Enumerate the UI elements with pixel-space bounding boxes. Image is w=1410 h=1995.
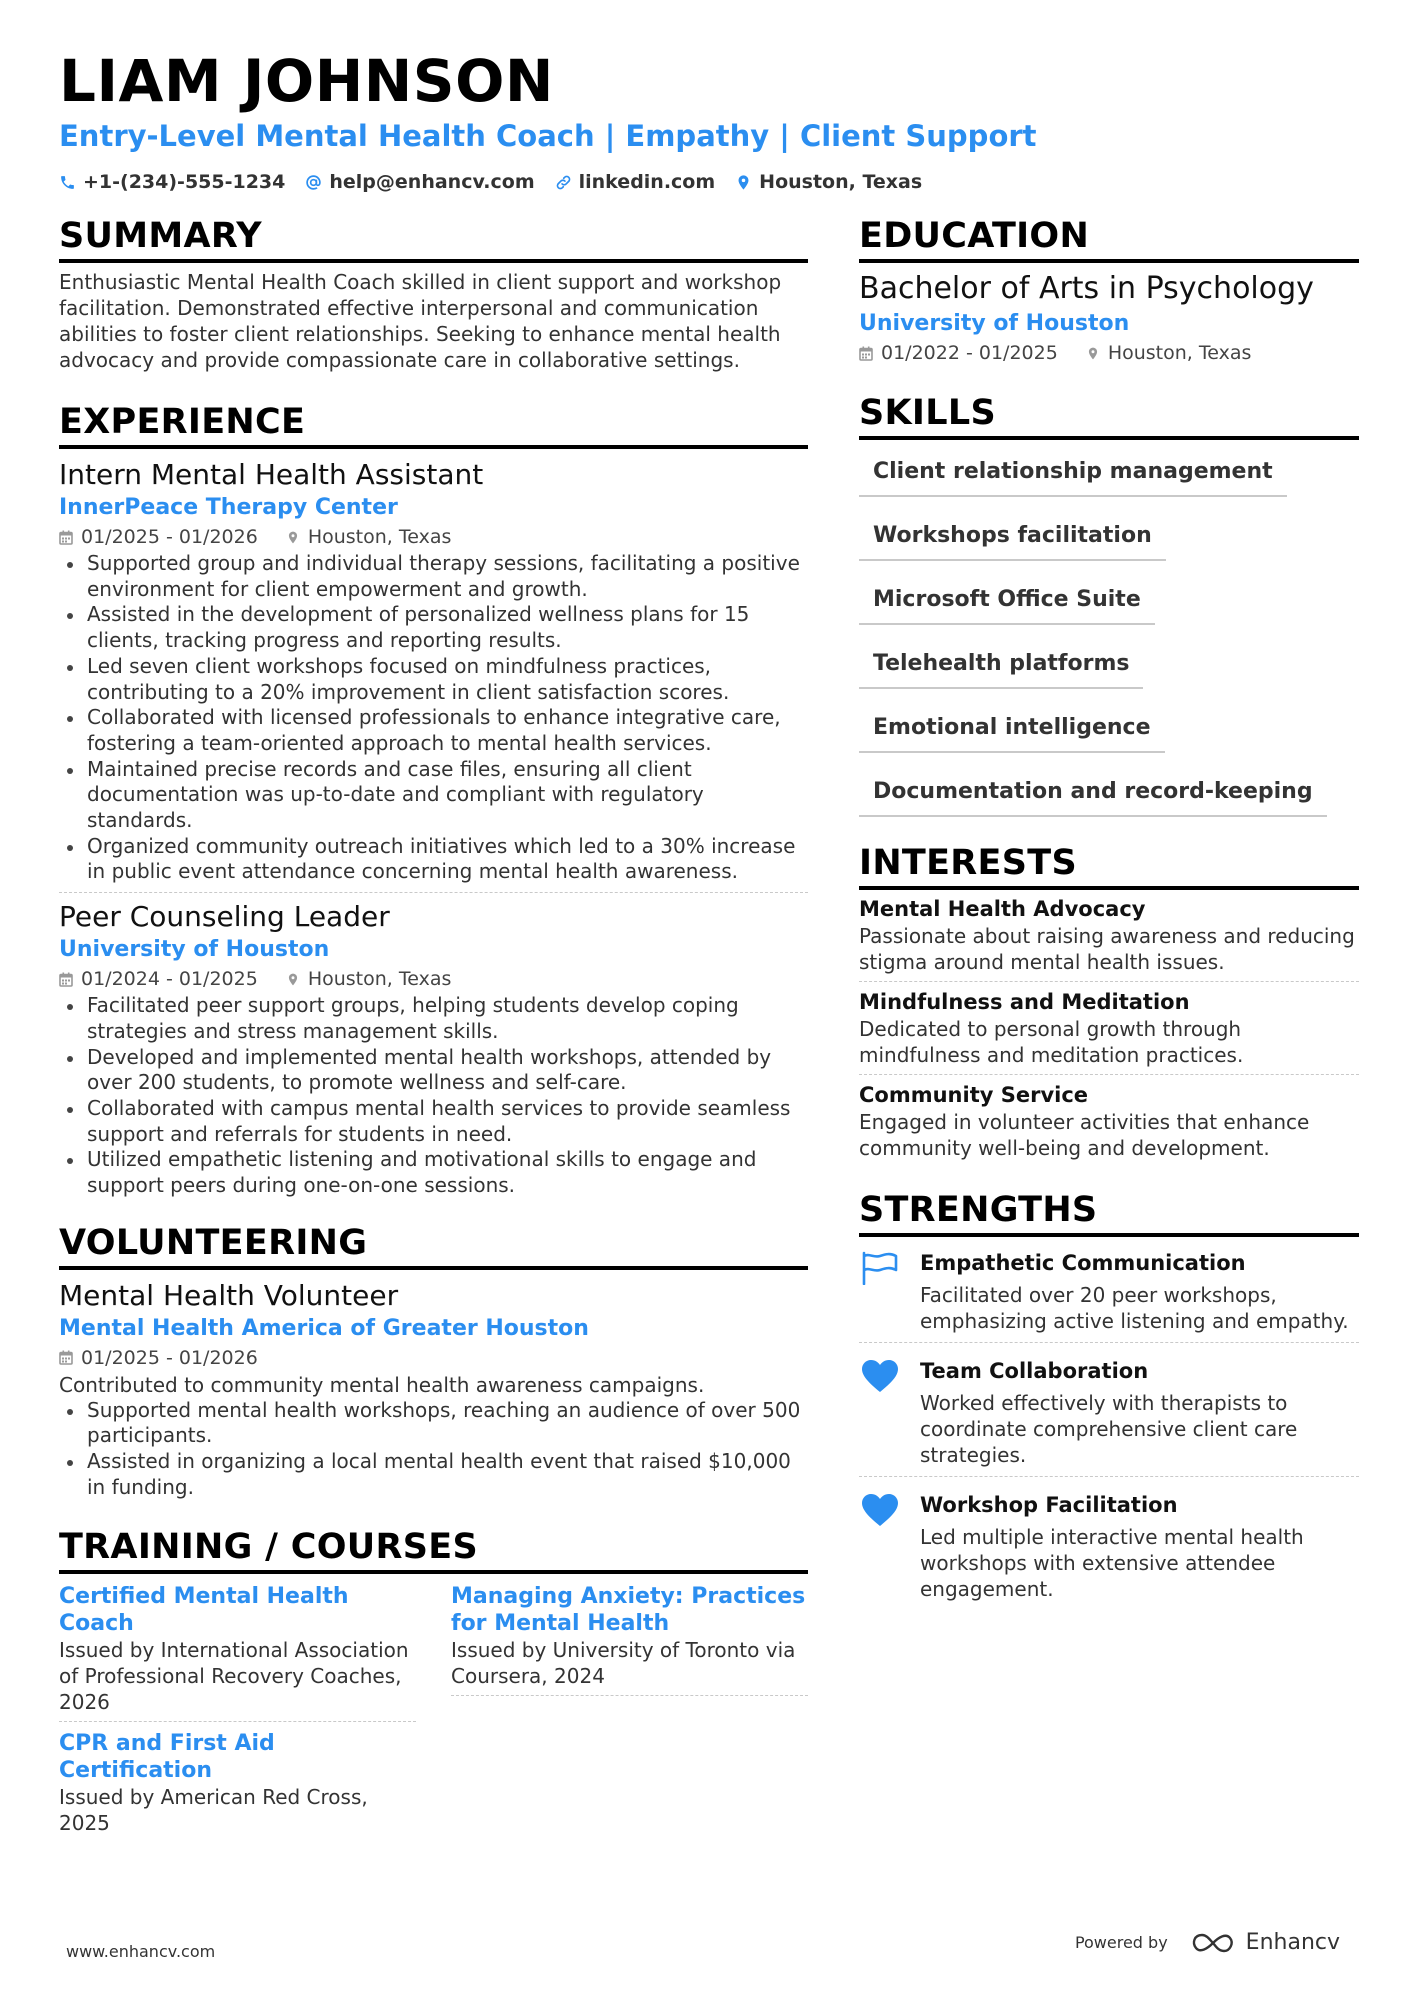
bullet-item: Supported group and individual therapy sessions, facilitating a positive environment for client empowerment and growth. <box>59 551 808 602</box>
education-location: Houston, Texas <box>1086 339 1252 367</box>
linkedin-text: linkedin.com <box>578 171 716 193</box>
strength-icon <box>859 1491 901 1602</box>
skill-tag: Client relationship management <box>859 451 1287 497</box>
skill-tag: Microsoft Office Suite <box>859 579 1155 625</box>
brand-logo[interactable] <box>1190 1930 1340 1955</box>
flag-icon <box>860 1251 900 1285</box>
degree: Bachelor of Arts in Psychology <box>859 271 1314 306</box>
course-item <box>451 1583 808 1696</box>
footer-branding <box>1075 1930 1340 1955</box>
calendar-icon <box>859 346 873 361</box>
location-pin-icon <box>286 972 300 987</box>
interest-title: Community Service <box>859 1083 1089 1107</box>
contact-location <box>735 171 922 193</box>
volunteer-org: Mental Health America of Greater Houston <box>59 1315 589 1341</box>
headline: Entry-Level Mental Health Coach | Empathy | Client Support <box>59 119 1037 153</box>
heart-icon <box>861 1493 899 1527</box>
interest-item <box>859 890 1359 982</box>
strengths-section <box>859 1188 1359 1610</box>
course-item <box>59 1583 416 1722</box>
job-dates: 01/2025 - 01/2026 <box>59 523 258 551</box>
course-title: Managing Anxiety: Practices for Mental Health <box>451 1583 806 1636</box>
interest-item <box>859 1075 1359 1161</box>
contact-bar <box>59 168 922 196</box>
strength-item <box>859 1237 1359 1343</box>
skill-tag: Emotional intelligence <box>859 707 1165 753</box>
job-title: Peer Counseling Leader <box>59 900 390 934</box>
interest-desc: Dedicated to personal growth through mindfulness and meditation practices. <box>859 1017 1244 1067</box>
job-meta <box>59 965 808 993</box>
skills-section <box>859 391 1359 817</box>
calendar-icon <box>59 972 73 987</box>
calendar-icon <box>59 1350 73 1365</box>
job-title: Intern Mental Health Assistant <box>59 458 484 491</box>
bullet-item: Assisted in organizing a local mental health event that raised $10,000 in funding. <box>59 1449 808 1500</box>
education-section <box>859 214 1359 367</box>
bullet-item: Led seven client workshops focused on mindfulness practices, contributing to a 20% improvement in client satisfaction scores. <box>59 654 808 705</box>
company-name: InnerPeace Therapy Center <box>59 495 398 520</box>
skill-tag: Telehealth platforms <box>859 643 1143 689</box>
volunteer-dates: 01/2025 - 01/2026 <box>59 1344 258 1372</box>
training-section <box>59 1525 808 1836</box>
location-pin-icon <box>735 174 752 191</box>
left-column <box>59 214 808 1836</box>
candidate-name: LIAM JOHNSON <box>59 47 554 115</box>
volunteer-meta <box>59 1344 808 1372</box>
strength-title: Empathetic Communication <box>920 1251 1246 1275</box>
school-name: University of Houston <box>859 311 1130 336</box>
bullet-item: Collaborated with licensed professionals to enhance integrative care, fostering a team-oriented approach to mental health services. <box>59 705 808 756</box>
volunteer-role: Mental Health Volunteer <box>59 1278 399 1312</box>
section-title-volunteering: VOLUNTEERING <box>59 1221 808 1270</box>
course-item <box>59 1722 416 1836</box>
skills-list <box>859 451 1359 817</box>
strength-item <box>859 1343 1359 1477</box>
volunteering-section <box>59 1221 808 1501</box>
job-location: Houston, Texas <box>286 965 452 993</box>
section-title-training: TRAINING / COURSES <box>59 1525 808 1574</box>
section-title-experience: EXPERIENCE <box>59 400 808 449</box>
interest-desc: Engaged in volunteer activities that enhance community well-being and development. <box>859 1110 1310 1160</box>
experience-section <box>59 400 808 1199</box>
experience-entry <box>59 893 808 1199</box>
strength-title: Team Collaboration <box>920 1359 1149 1383</box>
strength-icon <box>859 1357 901 1468</box>
strength-desc: Facilitated over 20 peer workshops, emphasizing active listening and empathy. <box>920 1283 1349 1333</box>
course-title: CPR and First Aid Certification <box>59 1730 275 1783</box>
skill-tag: Workshops facilitation <box>859 515 1166 561</box>
education-meta <box>859 339 1359 367</box>
summary-section <box>59 214 808 373</box>
phone-text: +1-(234)-555-1234 <box>83 171 286 193</box>
skill-tag: Documentation and record-keeping <box>859 771 1327 817</box>
job-dates: 01/2024 - 01/2025 <box>59 965 258 993</box>
heart-icon <box>861 1359 899 1393</box>
contact-phone[interactable] <box>59 171 285 193</box>
strength-desc: Worked effectively with therapists to coordinate comprehensive client care strategies. <box>920 1391 1298 1467</box>
powered-by-label: Powered by <box>1074 1933 1168 1952</box>
brand-name: Enhancv <box>1245 1930 1340 1955</box>
interest-item <box>859 982 1359 1075</box>
interest-title: Mindfulness and Meditation <box>859 990 1190 1014</box>
section-title-interests: INTERESTS <box>859 841 1359 890</box>
phone-icon <box>59 174 76 191</box>
courses-grid <box>59 1583 808 1836</box>
company-name: University of Houston <box>59 937 330 963</box>
footer-website[interactable]: www.enhancv.com <box>66 1942 216 1961</box>
strength-desc: Led multiple interactive mental health workshops with extensive attendee engagement. <box>920 1525 1304 1601</box>
volunteering-entry <box>59 1270 808 1501</box>
bullet-item: Utilized empathetic listening and motivational skills to engage and support peers during one-on-one sessions. <box>59 1147 808 1198</box>
link-icon <box>555 174 572 191</box>
bullet-item: Maintained precise records and case files, ensuring all client documentation was up-to-date and compliant with regulatory standards. <box>59 757 808 834</box>
summary-text: Enthusiastic Mental Health Coach skilled in client support and workshop facilitation. Demonstrated effective interpersonal and communication abilities to foster client relationships. Seeking to enhance mental health advocacy and provide compassionate care in collaborative settings. <box>59 270 782 372</box>
section-title-summary: SUMMARY <box>59 214 808 263</box>
enhancv-logo-icon <box>1190 1931 1236 1955</box>
course-title: Certified Mental Health Coach <box>59 1583 349 1636</box>
contact-linkedin[interactable] <box>555 171 716 193</box>
bullet-item: Facilitated peer support groups, helping students develop coping strategies and stress management skills. <box>59 993 808 1044</box>
email-text: help@enhancv.com <box>329 171 535 193</box>
bullet-item: Developed and implemented mental health workshops, attended by over 200 students, to promote wellness and self-care. <box>59 1045 808 1096</box>
location-text: Houston, Texas <box>759 171 923 193</box>
strength-item <box>859 1477 1359 1610</box>
strength-icon <box>859 1249 901 1334</box>
calendar-icon <box>59 530 73 545</box>
interest-desc: Passionate about raising awareness and reducing stigma around mental health issues. <box>859 924 1355 974</box>
location-pin-icon <box>286 530 300 545</box>
course-issuer: Issued by University of Toronto via Coursera, 2024 <box>451 1637 796 1688</box>
bullet-item: Assisted in the development of personalized wellness plans for 15 clients, tracking progress and reporting results. <box>59 602 808 653</box>
job-bullets <box>59 551 808 885</box>
section-title-education: EDUCATION <box>859 214 1359 263</box>
bullet-item: Supported mental health workshops, reaching an audience of over 500 participants. <box>59 1398 808 1449</box>
at-icon <box>305 174 322 191</box>
volunteer-description: Contributed to community mental health awareness campaigns. <box>59 1372 705 1397</box>
section-title-strengths: STRENGTHS <box>859 1188 1359 1237</box>
bullet-item: Organized community outreach initiatives which led to a 30% increase in public event attendance concerning mental health awareness. <box>59 834 808 885</box>
location-pin-icon <box>1086 346 1100 361</box>
interest-title: Mental Health Advocacy <box>859 897 1146 921</box>
contact-email[interactable] <box>305 171 534 193</box>
course-issuer: Issued by American Red Cross, 2025 <box>59 1784 368 1835</box>
bullet-item: Collaborated with campus mental health services to provide seamless support and referrals for students in need. <box>59 1096 808 1147</box>
volunteer-bullets <box>59 1398 808 1501</box>
education-dates: 01/2022 - 01/2025 <box>859 339 1058 367</box>
strength-title: Workshop Facilitation <box>920 1493 1178 1517</box>
right-column <box>859 214 1359 1610</box>
experience-entry <box>59 449 808 893</box>
course-issuer: Issued by International Association of Professional Recovery Coaches, 2026 <box>59 1637 409 1714</box>
job-bullets <box>59 993 808 1199</box>
section-title-skills: SKILLS <box>859 391 1359 440</box>
job-meta <box>59 523 808 551</box>
interests-section <box>859 841 1359 1161</box>
job-location: Houston, Texas <box>286 523 452 551</box>
